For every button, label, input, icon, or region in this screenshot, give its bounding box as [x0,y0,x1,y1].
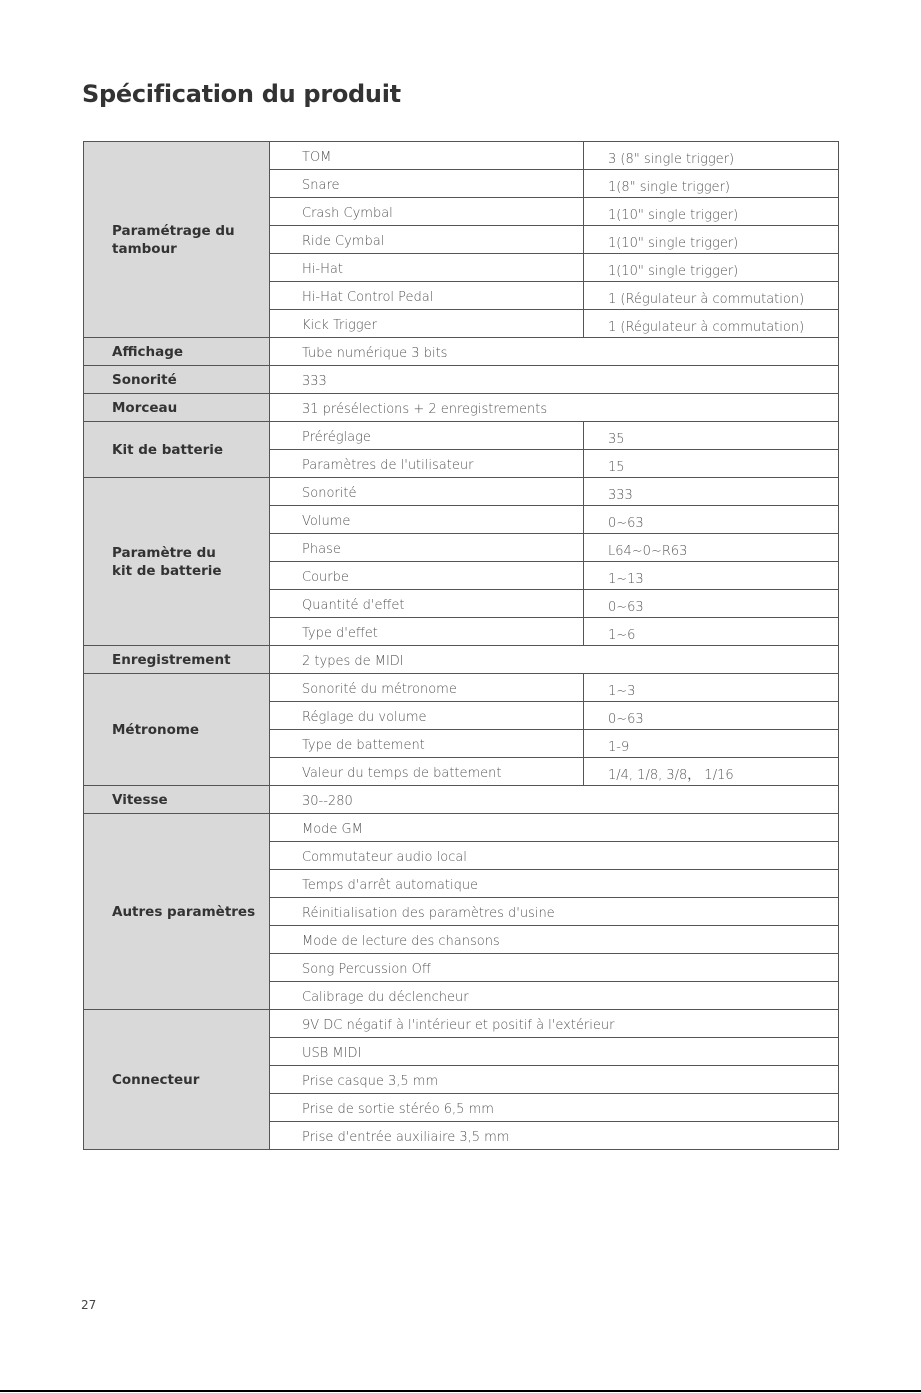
table-row [84,674,839,702]
spec-item: Prise de sortie stéréo 6,5 mm [270,1094,839,1122]
category-label-line: Sonorité [112,371,177,388]
spec-value: 0~63 [584,702,839,730]
spec-value: 1(8" single trigger) [584,170,839,198]
spec-value: 1(10" single trigger) [584,226,839,254]
table-row [84,1010,839,1038]
spec-item: Crash Cymbal [270,198,584,226]
spec-item: 31 présélections + 2 enregistrements [270,394,839,422]
spec-item: USB MIDI [270,1038,839,1066]
category-label [84,338,270,366]
spec-value: 1 (Régulateur à commutation) [584,282,839,310]
spec-value: 0~63 [584,506,839,534]
page-title: Spécification du produit [82,80,401,108]
bottom-rule [0,1390,921,1392]
category-label [84,1010,270,1150]
spec-value: 3 (8" single trigger) [584,142,839,170]
spec-item: Réglage du volume [270,702,584,730]
spec-item: Hi-Hat Control Pedal [270,282,584,310]
table-row [84,366,839,394]
spec-item: Paramètres de l'utilisateur [270,450,584,478]
table-row [84,394,839,422]
category-label-line: Affichage [112,343,184,360]
spec-value: 0~63 [584,590,839,618]
table-row [84,478,839,506]
spec-value: 1 (Régulateur à commutation) [584,310,839,338]
spec-value: 333 [584,478,839,506]
category-label [84,646,270,674]
table-row [84,422,839,450]
table-row [84,786,839,814]
spec-value: 1(10" single trigger) [584,254,839,282]
spec-item: Prise casque 3,5 mm [270,1066,839,1094]
category-label-line: Morceau [112,399,178,416]
spec-table-body [84,142,839,1150]
spec-table [83,141,839,1150]
spec-item: Phase [270,534,584,562]
spec-item: Commutateur audio local [270,842,839,870]
spec-value: 35 [584,422,839,450]
spec-item: Mode GM [270,814,839,842]
spec-value: 1~6 [584,618,839,646]
spec-item: 9V DC négatif à l'intérieur et positif à l'extérieur [270,1010,839,1038]
spec-item: Temps d'arrêt automatique [270,870,839,898]
spec-item: Quantité d'effet [270,590,584,618]
spec-item: Volume [270,506,584,534]
spec-item: Hi-Hat [270,254,584,282]
category-label-line: Métronome [112,721,200,738]
category-label [84,814,270,1010]
category-label [84,786,270,814]
spec-item: Snare [270,170,584,198]
spec-value: 1/4, 1/8, 3/8， 1/16 [584,758,839,786]
spec-value: 1-9 [584,730,839,758]
table-row [84,646,839,674]
spec-item: 333 [270,366,839,394]
spec-item: Calibrage du déclencheur [270,982,839,1010]
spec-item: Courbe [270,562,584,590]
table-row [84,338,839,366]
spec-item: Préréglage [270,422,584,450]
spec-item: Type de battement [270,730,584,758]
spec-item: Mode de lecture des chansons [270,926,839,954]
spec-item: Ride Cymbal [270,226,584,254]
page-number: 27 [81,1298,97,1312]
category-label-line: Vitesse [112,791,168,808]
spec-value: 15 [584,450,839,478]
spec-item: Réinitialisation des paramètres d'usine [270,898,839,926]
spec-item: Tube numérique 3 bits [270,338,839,366]
category-label [84,478,270,646]
category-label-line: Paramétrage du [112,222,235,239]
category-label [84,674,270,786]
category-label [84,142,270,338]
spec-item: Song Percussion Off [270,954,839,982]
spec-item: Sonorité du métronome [270,674,584,702]
category-label-line: kit de batterie [112,562,222,579]
category-label [84,394,270,422]
category-label-line: Autres paramètres [112,903,256,920]
table-row [84,814,839,842]
spec-item: Type d'effet [270,618,584,646]
category-label-line: tambour [112,240,177,257]
spec-item: TOM [270,142,584,170]
spec-value: 1~3 [584,674,839,702]
category-label-line: Paramètre du [112,544,216,561]
spec-value: L64~0~R63 [584,534,839,562]
category-label [84,366,270,394]
spec-item: 2 types de MIDI [270,646,839,674]
spec-item: Sonorité [270,478,584,506]
category-label-line: Enregistrement [112,651,231,668]
spec-value: 1~13 [584,562,839,590]
table-row [84,142,839,170]
spec-item: Prise d'entrée auxiliaire 3,5 mm [270,1122,839,1150]
spec-item: Valeur du temps de battement [270,758,584,786]
spec-value: 1(10" single trigger) [584,198,839,226]
spec-item: 30--280 [270,786,839,814]
category-label-line: Connecteur [112,1071,200,1088]
spec-item: Kick Trigger [270,310,584,338]
category-label-line: Kit de batterie [112,441,224,458]
category-label [84,422,270,478]
